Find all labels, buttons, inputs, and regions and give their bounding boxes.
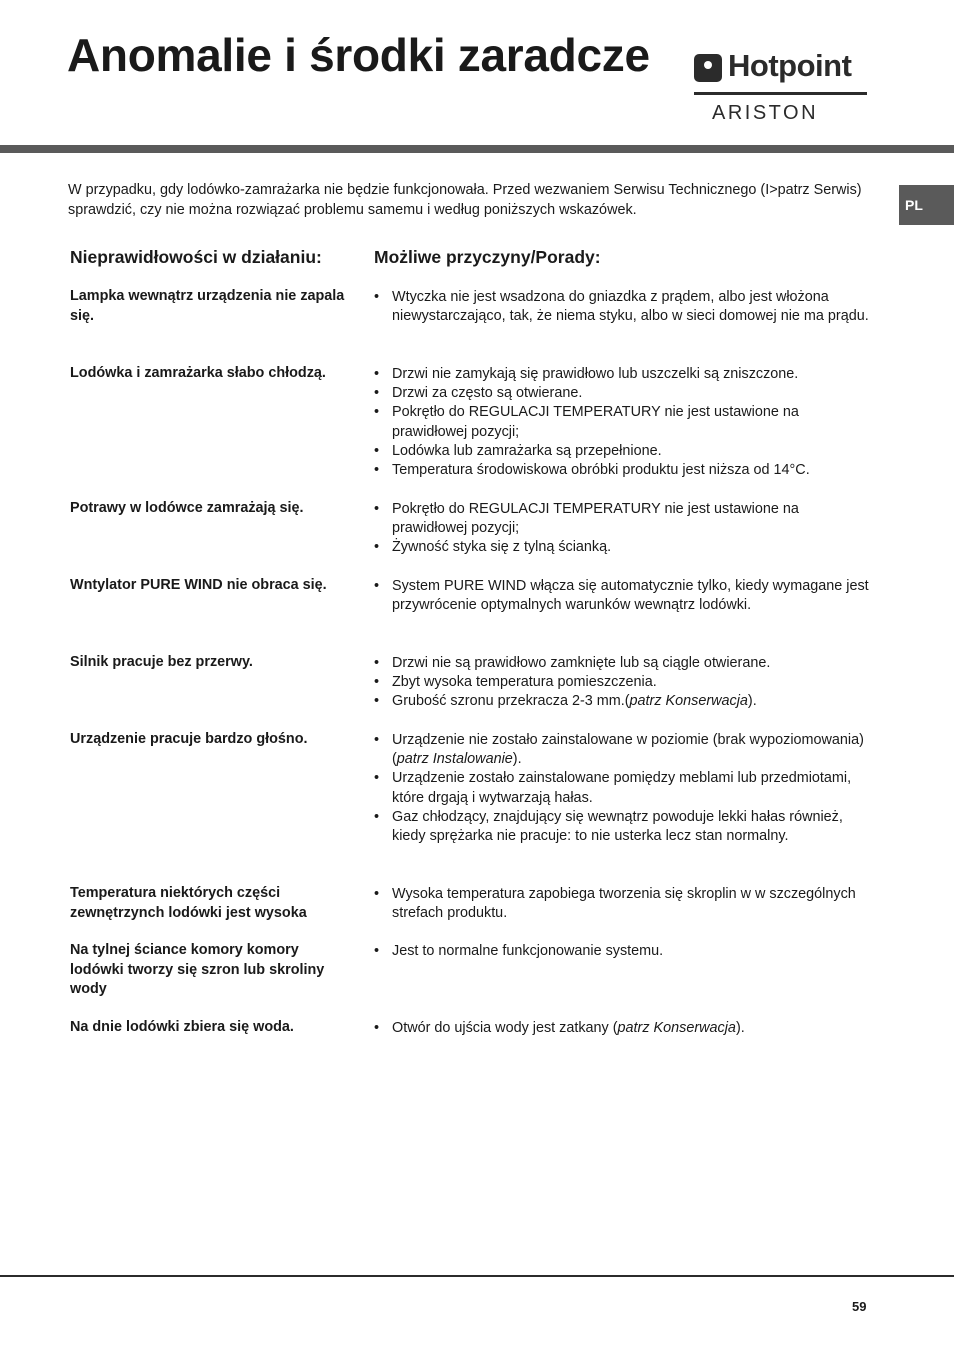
cause-item bbox=[374, 731, 870, 769]
header-divider-bar bbox=[0, 145, 954, 153]
cause-item bbox=[374, 500, 870, 538]
problem-label: Wntylator PURE WIND nie obraca się. bbox=[70, 577, 327, 593]
logo-divider bbox=[694, 92, 867, 95]
logo-brand-hotpoint: Hotpoint bbox=[728, 48, 852, 83]
column-heading-problems: Nieprawidłowości w działaniu: bbox=[70, 247, 322, 267]
hotpoint-logo-icon bbox=[694, 54, 722, 82]
cause-item bbox=[374, 461, 870, 480]
cause-text: Jest to normalne funkcjonowanie systemu. bbox=[392, 943, 664, 959]
cause-text: Urządzenie zostało zainstalowane pomiędzy meblami lub przedmiotami, które drgają i wytwarzają hałas. bbox=[392, 770, 852, 806]
causes-list bbox=[374, 500, 870, 558]
problem-label: Lodówka i zamrażarka słabo chłodzą. bbox=[70, 365, 326, 381]
footer-divider bbox=[0, 1275, 954, 1277]
cause-text: Wtyczka nie jest wsadzona do gniazdka z prądem, albo jest włożona niewystarczająco, tak, że niema styku, albo w sieci domowej nie ma prądu. bbox=[392, 289, 869, 325]
cause-item bbox=[374, 288, 870, 326]
logo-brand-ariston: ARISTON bbox=[712, 102, 819, 124]
cause-text: Drzwi nie są prawidłowo zamknięte lub są ciągle otwierane. bbox=[392, 655, 771, 671]
cause-text: Grubość szronu przekracza 2-3 mm.( bbox=[392, 693, 630, 710]
cause-item bbox=[374, 673, 870, 692]
cause-item bbox=[374, 885, 870, 923]
cross-reference: patrz Konserwacja bbox=[617, 1020, 736, 1036]
cause-item bbox=[374, 442, 870, 461]
causes-list bbox=[374, 885, 870, 923]
cause-item bbox=[374, 1019, 870, 1038]
cause-item bbox=[374, 692, 870, 711]
cross-reference: patrz Konserwacja bbox=[629, 693, 748, 710]
cause-item bbox=[374, 942, 870, 961]
cause-text-suffix: ). bbox=[747, 693, 757, 710]
causes-list bbox=[374, 654, 870, 712]
cause-text: Otwór do ujścia wody jest zatkany ( bbox=[392, 1020, 618, 1036]
cause-item bbox=[374, 403, 870, 441]
cause-item bbox=[374, 808, 870, 846]
causes-list bbox=[374, 942, 870, 961]
causes-list bbox=[374, 365, 870, 480]
brand-logo bbox=[694, 50, 868, 126]
cause-text: Pokrętło do REGULACJI TEMPERATURY nie jest ustawione na prawidłowej pozycji; bbox=[392, 501, 799, 537]
cause-text: Pokrętło do REGULACJI TEMPERATURY nie jest ustawione na prawidłowej pozycji; bbox=[392, 404, 799, 440]
cause-text: Temperatura środowiskowa obróbki produktu jest niższa od 14°C. bbox=[392, 462, 810, 479]
cause-text: Drzwi za często są otwierane. bbox=[392, 385, 583, 402]
cause-text: Lodówka lub zamrażarka są przepełnione. bbox=[392, 442, 662, 459]
cause-item bbox=[374, 538, 870, 557]
causes-list bbox=[374, 577, 870, 615]
cause-item bbox=[374, 654, 870, 673]
cause-text: System PURE WIND włącza się automatycznie tylko, kiedy wymagane jest przywrócenie optymalnych warunków wewnątrz lodówki. bbox=[392, 578, 869, 614]
cause-item bbox=[374, 384, 870, 403]
cause-text-suffix: ). bbox=[512, 751, 522, 768]
cause-text: Drzwi nie zamykają się prawidłowo lub uszczelki są zniszczone. bbox=[392, 366, 799, 382]
cause-item bbox=[374, 577, 870, 615]
cause-text: Zbyt wysoka temperatura pomieszczenia. bbox=[392, 674, 657, 691]
language-tab: PL bbox=[899, 185, 954, 225]
cause-text-suffix: ). bbox=[735, 1020, 745, 1036]
problem-label: Lampka wewnątrz urządzenia nie zapala się. bbox=[70, 288, 345, 324]
causes-list bbox=[374, 1019, 870, 1038]
page-number: 59 bbox=[852, 1299, 867, 1314]
problem-label: Silnik pracuje bez przerwy. bbox=[70, 654, 253, 670]
problem-label: Potrawy w lodówce zamrażają się. bbox=[70, 500, 304, 516]
problem-label: Na dnie lodówki zbiera się woda. bbox=[70, 1019, 294, 1035]
cause-text: Żywność styka się z tylną ścianką. bbox=[392, 539, 612, 556]
causes-list bbox=[374, 288, 870, 326]
problem-label: Na tylnej ściance komory komory lodówki tworzy się szron lub skroliny wody bbox=[70, 942, 325, 997]
cause-text: Wysoka temperatura zapobiega tworzenia się skroplin w w szczególnych strefach produktu. bbox=[392, 886, 856, 922]
cross-reference: patrz Instalowanie bbox=[396, 751, 513, 768]
causes-list bbox=[374, 731, 870, 846]
cause-text: Urządzenie nie zostało zainstalowane w poziomie (brak wypoziomowania) ( bbox=[392, 732, 864, 768]
intro-paragraph: W przypadku, gdy lodówko-zamrażarka nie będzie funkcjonowała. Przed wezwaniem Serwisu Technicznego (I>patrz Serwis) sprawdzić, czy nie można rozwiązać problemu samemu i według poniższych wskazówek. bbox=[68, 182, 862, 218]
problem-label: Urządzenie pracuje bardzo głośno. bbox=[70, 731, 308, 747]
problem-label: Temperatura niektórych części zewnętrzynch lodówki jest wysoka bbox=[70, 885, 307, 921]
cause-item bbox=[374, 365, 870, 384]
cause-text: Gaz chłodzący, znajdujący się wewnątrz powoduje lekki hałas również, kiedy sprężarka nie pracuje: to nie usterka lecz stan normalny. bbox=[392, 808, 843, 845]
cause-item bbox=[374, 769, 870, 807]
page-title: Anomalie i środki zaradcze bbox=[67, 29, 650, 81]
column-heading-causes: Możliwe przyczyny/Porady: bbox=[374, 247, 601, 267]
